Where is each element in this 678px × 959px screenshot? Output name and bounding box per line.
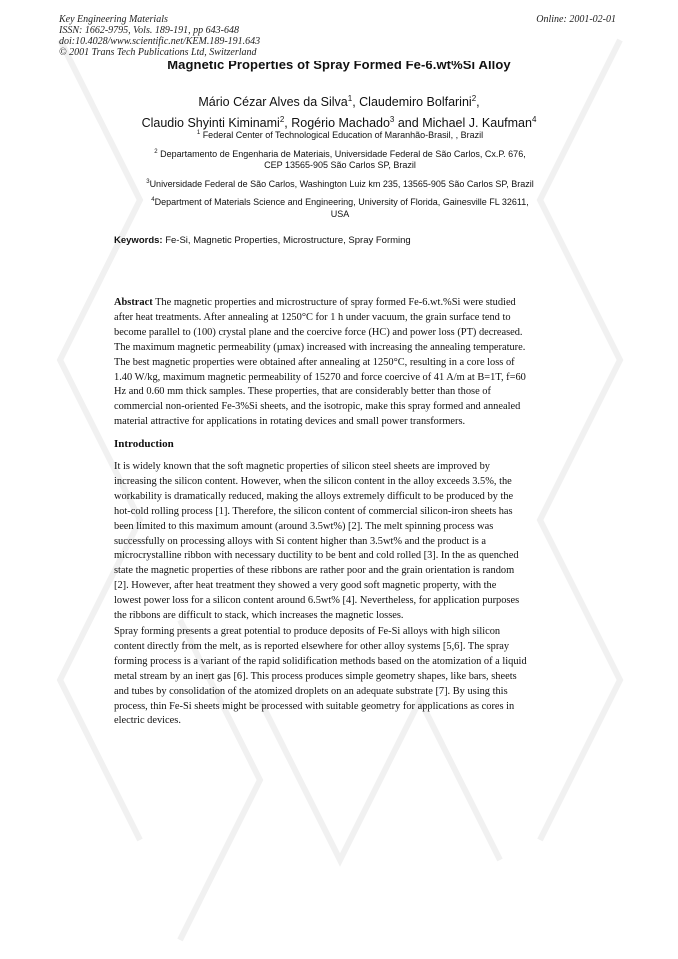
paragraph-line: state the magnetic properties of these ribbons are rather poor and the grain orientation is random (114, 565, 515, 577)
abstract (114, 296, 567, 430)
paragraph-line: the ribbons are difficult to stack, which increases the magnetic losses. (114, 610, 404, 622)
journal-name: Key Engineering Materials (59, 14, 168, 25)
online-date: Online: 2001-02-01 (536, 14, 616, 25)
keywords (114, 235, 614, 246)
paragraph-line: lowest power loss for a silicon content around 6.5wt% [4]. Nevertheless, for application purposes (114, 595, 520, 607)
affil-line: Department of Materials Science and Engineering, University of Florida, Gainesville FL 32611, (154, 197, 529, 208)
author-name: Claudemiro Bolfarini (359, 95, 472, 110)
author-separator: , (284, 116, 292, 131)
author-name: Michael J. Kaufman (422, 116, 532, 131)
affil-mark: 4 (151, 197, 155, 204)
paragraph-line: [2]. However, after heat treatment they showed a very good soft magnetic property, with the (114, 580, 497, 592)
author-affil-mark: 1 (347, 94, 353, 103)
journal-header (59, 14, 459, 58)
author-affil-mark: 2 (279, 115, 285, 125)
affil-mark: 3 (146, 178, 150, 185)
author-line-1 (0, 90, 678, 111)
abstract-line: The maximum magnetic permeability (µmax) increased with increasing the annealing temperature. (114, 341, 526, 353)
paragraph-line: It is widely known that the soft magnetic properties of silicon steel sheets are improved by (114, 461, 490, 472)
author-affil-mark: 3 (389, 115, 395, 125)
author-separator: and (394, 116, 423, 131)
affiliation-1 (70, 128, 610, 142)
author-affil-mark: 2 (471, 94, 477, 103)
affil-line: Departamento de Engenharia de Materiais, Universidade Federal de São Carlos, Cx.P. 676, (160, 148, 526, 159)
abstract-line: commercial non-oriented Fe-3%Si sheets, and the isotropic, make this spray formed and annealed (114, 401, 521, 413)
abstract-line: The best magnetic properties were obtained after annealing at 1250°C, resulting in a core loss of (114, 356, 515, 368)
affiliation-2 (70, 147, 610, 172)
abstract-line: 1.40 W/kg, maximum magnetic permeability of 15270 and force coercive of 41 A/m at B=1T, f=60 (114, 371, 526, 383)
keywords-text: Fe-Si, Magnetic Properties, Microstructure, Spray Forming (162, 235, 411, 246)
abstract-label: Abstract (114, 297, 153, 308)
author-list (0, 90, 678, 132)
affil-mark: 2 (154, 148, 158, 155)
author-separator: , (352, 95, 360, 110)
abstract-line (114, 296, 567, 311)
introduction-heading: Introduction (114, 438, 174, 450)
paragraph-line: forming process is a variant of the rapid solidification methods based on the atomization of a liquid (114, 655, 527, 667)
paragraph-line: been limited to this maximum amount (around 3.5wt%) [2]. The melt spinning process was (114, 520, 494, 532)
author-affil-mark: 4 (531, 115, 537, 125)
paragraph-line: workability is dramatically reduced, making the alloys extremely difficult to be produced by the (114, 490, 514, 502)
paragraph-line: Spray forming presents a great potential to produce deposits of Fe-Si alloys with high silicon (114, 626, 501, 637)
affil-line: Universidade Federal de São Carlos, Washington Luiz km 235, 13565-905 São Carlos SP, Brazil (149, 178, 534, 189)
abstract-line: after heat treatments. After annealing at 1250°C for 1 h under vacuum, the grain surface tend to (114, 311, 511, 323)
affiliation-4 (70, 195, 610, 220)
affil-line: Federal Center of Technological Education of Maranhão-Brasil, , Brazil (202, 130, 484, 140)
paragraph-line: successfully on processing alloys with Si content higher than 3.5wt% and the product is a (114, 535, 486, 547)
introduction-paragraph-1 (114, 460, 567, 624)
journal-issn: ISSN: 1662-9795, Vols. 189-191, pp 643-648 (59, 25, 239, 36)
abstract-line: Hz and 0.60 mm thick samples. These properties, that are considerably better than those of (114, 386, 491, 398)
paragraph-line: hot-cold rolling process [1]. Therefore, the silicon content of commercial silicon-iron sheets has (114, 505, 513, 517)
paragraph-line: increasing the silicon content. However, when the silicon content in the alloy exceeds 3.5%, the (114, 475, 512, 487)
abstract-text: The magnetic properties and microstructure of spray formed Fe-6.wt.%Si were studied (152, 297, 516, 308)
paragraph-line: process, thin Fe-Si sheets might be processed with suitable geometry for applications as cores in (114, 700, 515, 712)
affil-line: CEP 13565-905 São Carlos SP, Brazil (264, 160, 416, 171)
affiliation-3 (70, 177, 610, 191)
affil-mark: 1 (196, 130, 201, 136)
paper-title (0, 61, 678, 73)
author-name: Rogério Machado (291, 116, 390, 131)
abstract-line: material attractive for applications in rotating devices and small power transformers. (114, 416, 466, 428)
affiliation-list (70, 128, 610, 226)
abstract-line: become parallel to (100) crystal plane and the coercive force (HC) and power loss (PT) decreased. (114, 326, 523, 338)
author-name: Claudio Shyinti Kiminami (141, 116, 280, 131)
journal-copyright: © 2001 Trans Tech Publications Ltd, Switzerland (59, 47, 257, 58)
affil-line: USA (330, 208, 350, 219)
journal-doi: doi:10.4028/www.scientific.net/KEM.189-191.643 (59, 36, 261, 47)
author-separator: , (476, 95, 480, 110)
paragraph-line: microcrystalline ribbon with necessary ductility to be bent and cold rolled [3]. In the as quenched (114, 550, 519, 562)
paper-title-text: Magnetic Properties of Spray Formed Fe-6.wt%Si Alloy (167, 61, 511, 72)
paragraph-line: electric devices. (114, 715, 181, 727)
keywords-label: Keywords: (114, 235, 163, 246)
author-name: Mário Cézar Alves da Silva (198, 95, 348, 110)
paragraph-line: and tubes by consolidation of the atomized droplets on an adequate substrate [7]. By using this (114, 685, 508, 697)
introduction-paragraph-2 (114, 625, 567, 729)
paragraph-line: metal stream by an inert gas [6]. This process produces simple geometry shapes, like bars, sheets (114, 670, 517, 682)
paragraph-line: content directly from the melt, as is reported elsewhere for other alloy systems [5,6]. The spray (114, 640, 510, 652)
